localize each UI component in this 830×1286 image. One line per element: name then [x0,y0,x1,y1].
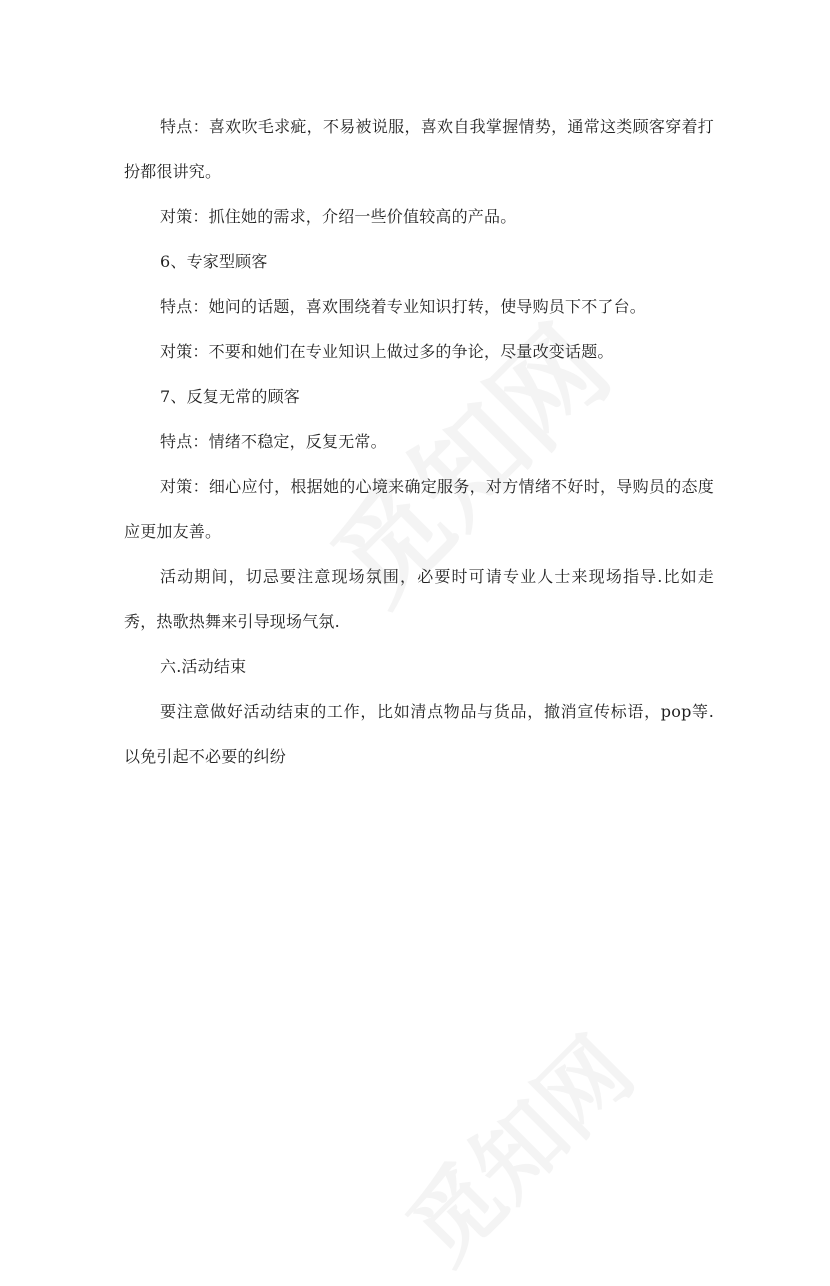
paragraph-traits-expert: 特点：她问的话题，喜欢围绕着专业知识打转，使导购员下不了台。 [160,297,647,316]
paragraph-event-end: 要注意做好活动结束的工作，比如清点物品与货品，撤消宣传标语，pop等.以免引起不必要的纠纷 [124,702,714,766]
watermark-bottom [374,1004,657,1286]
document-body [124,104,714,779]
paragraph-event-atmosphere: 活动期间，切忌要注意现场氛围，必要时可请专业人士来现场指导.比如走秀，热歌热舞来引导现场气氛. [124,567,714,631]
paragraph-strategy-fickle: 对策：细心应付，根据她的心境来确定服务，对方情绪不好时，导购员的态度应更加友善。 [124,477,714,541]
paragraph-strategy-picky: 对策：抓住她的需求，介绍一些价值较高的产品。 [160,207,517,226]
paragraph-traits-fickle: 特点：情绪不稳定，反复无常。 [160,432,387,451]
heading-fickle-customer: 7、反复无常的顾客 [160,387,300,406]
paragraph-traits-picky: 特点：喜欢吹毛求疵，不易被说服，喜欢自我掌握情势，通常这类顾客穿着打扮都很讲究。 [124,117,714,181]
heading-event-end: 六.活动结束 [160,657,247,676]
heading-expert-customer: 6、专家型顾客 [160,252,268,271]
paragraph-strategy-expert: 对策：不要和她们在专业知识上做过多的争论，尽量改变话题。 [160,342,614,361]
